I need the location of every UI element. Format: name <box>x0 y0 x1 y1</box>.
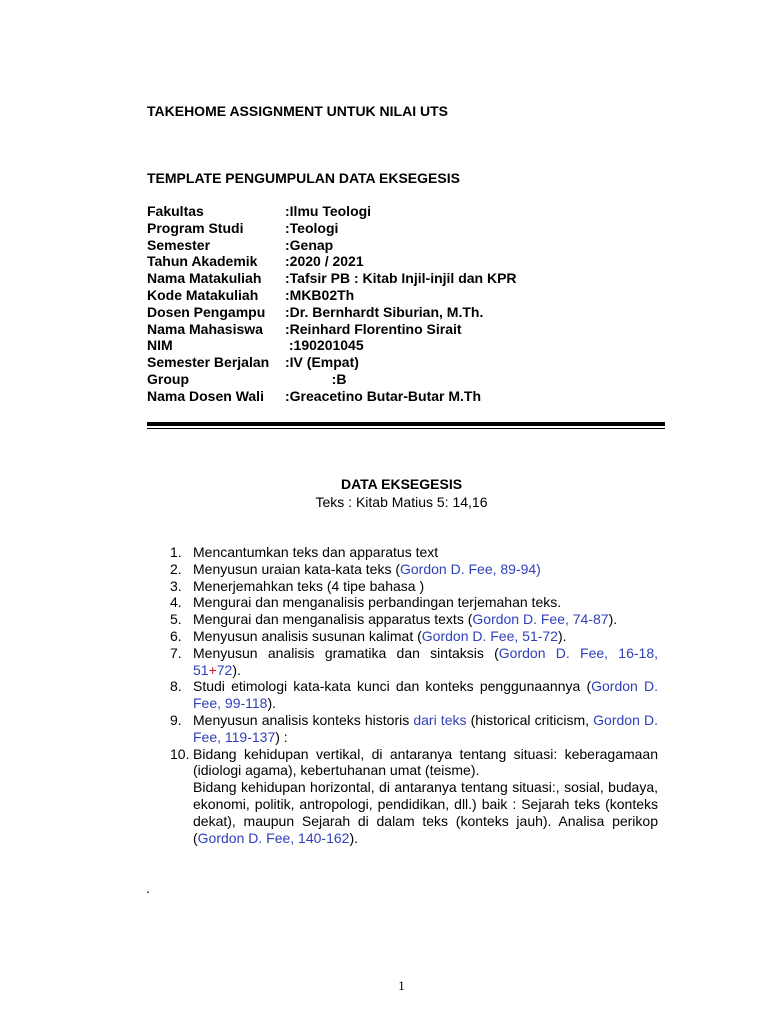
assignment-title: TAKEHOME ASSIGNMENT UNTUK NILAI UTS <box>147 103 448 119</box>
info-table <box>147 203 517 405</box>
info-row <box>147 253 517 270</box>
info-row <box>147 354 517 371</box>
info-label: Fakultas <box>147 203 204 219</box>
info-value: :2020 / 2021 <box>285 253 364 270</box>
list-item <box>170 544 658 561</box>
item-text: Bidang kehidupan vertikal, di antaranya tentang situasi: keberagamaan (idiologi agama), kebertuhanan umat (teisme). Bidang kehidupan horizontal, di antaranya tentang situasi:, sosial, budaya, ekonomi, politik, antropologi, pendidikan, dll.) baik : Sejarah teks (konteks dekat), maupun Sejarah di dalam teks (konteks jauh). Analisa perikop (Gordon D. Fee, 140-162). <box>193 745 658 846</box>
list-item <box>170 678 658 712</box>
info-label: Program Studi <box>147 219 244 236</box>
info-value: :190201045 <box>285 337 364 354</box>
citation-link: Gordon D. Fee, 74-87 <box>472 611 609 628</box>
info-value: :Ilmu Teologi <box>285 203 372 219</box>
info-row <box>147 203 517 220</box>
list-item <box>170 611 658 628</box>
info-row <box>147 220 517 237</box>
citation-link: Gordon D. Fee, 99-118 <box>193 678 658 712</box>
item-text: Mengurai dan menganalisis apparatus texts (Gordon D. Fee, 74-87). <box>193 611 618 628</box>
item-text: Studi etimologi kata-kata kunci dan konteks penggunaannya (Gordon D. Fee, 99-118). <box>193 678 658 712</box>
info-value: :Dr. Bernhardt Siburian, M.Th. <box>285 303 484 320</box>
info-label: Group <box>147 370 189 387</box>
citation-link: Gordon D. Fee, 119-137 <box>193 711 658 745</box>
info-label: Nama Mahasiswa <box>147 320 263 337</box>
info-label: Kode Matakuliah <box>147 286 259 303</box>
info-value: :IV (Empat) <box>285 354 359 371</box>
info-label: Nama Matakuliah <box>147 270 262 287</box>
info-value: :Genap <box>285 236 334 253</box>
item-number: 9. <box>170 711 182 728</box>
list-item <box>170 628 658 645</box>
section-text-ref: Teks : Kitab Matius 5: 14,16 <box>315 494 488 510</box>
info-row <box>147 337 517 354</box>
task-list <box>170 544 658 846</box>
item-number: 10. <box>170 745 190 762</box>
info-label: Nama Dosen Wali <box>147 387 264 404</box>
item-number: 4. <box>170 594 182 611</box>
info-row <box>147 304 517 321</box>
info-row <box>147 287 517 304</box>
page-number: 1 <box>398 978 405 993</box>
info-value: :Greacetino Butar-Butar M.Th <box>285 387 482 404</box>
item-text: Menyusun analisis susunan kalimat (Gordon D. Fee, 51-72). <box>193 627 567 644</box>
item-number: 8. <box>170 678 182 695</box>
item-number: 6. <box>170 627 182 644</box>
list-item <box>170 712 658 746</box>
list-item <box>170 578 658 595</box>
item-number: 1. <box>170 544 182 560</box>
item-number: 7. <box>170 644 182 661</box>
item-number: 5. <box>170 611 182 628</box>
item-text: Menyusun uraian kata-kata teks (Gordon D. Fee, 89-94) <box>193 560 541 577</box>
info-value: :Teologi <box>285 219 339 236</box>
info-label: Tahun Akademik <box>147 253 258 270</box>
divider-thick <box>147 422 665 426</box>
template-title: TEMPLATE PENGUMPULAN DATA EKSEGESIS <box>147 170 460 186</box>
list-item <box>170 594 658 611</box>
citation-link: Gordon D. Fee, 51-72 <box>421 627 558 644</box>
list-item <box>170 561 658 578</box>
info-label: Semester <box>147 236 211 253</box>
section-title: DATA EKSEGESIS <box>340 476 463 492</box>
citation-link: Gordon D. Fee, 140-162 <box>197 829 350 846</box>
info-label: Dosen Pengampu <box>147 303 266 320</box>
item-number: 3. <box>170 577 182 594</box>
item-text: Mengurai dan menganalisis perbandingan terjemahan teks. <box>193 594 562 611</box>
item-text: Menerjemahkan teks (4 tipe bahasa ) <box>193 577 425 594</box>
divider-thin <box>147 428 665 429</box>
info-value: :Tafsir PB : Kitab Injil-injil dan KPR <box>285 270 517 287</box>
info-value: :B <box>285 370 347 387</box>
item-text: Menyusun analisis gramatika dan sintaksis (Gordon D. Fee, 16-18, 51+72). <box>193 644 659 678</box>
citation-link: Gordon D. Fee, 16-18, 51 <box>193 644 659 678</box>
info-value: :MKB02Th <box>285 286 355 303</box>
item-text: Menyusun analisis konteks historis dari teks (historical criticism, Gordon D. Fee, 119-137) : <box>193 711 658 745</box>
stray-dot: . <box>146 880 150 896</box>
info-row <box>147 371 517 388</box>
info-row <box>147 321 517 338</box>
info-label: Semester Berjalan <box>147 354 270 371</box>
list-item <box>170 645 658 679</box>
list-item <box>170 746 658 847</box>
info-row <box>147 270 517 287</box>
item-text: Mencantumkan teks dan apparatus text <box>193 544 439 560</box>
info-label: NIM <box>147 337 173 354</box>
info-row <box>147 388 517 405</box>
item-number: 2. <box>170 560 182 577</box>
citation-link: Gordon D. Fee, 89-94) <box>400 560 541 577</box>
info-row <box>147 237 517 254</box>
info-value: :Reinhard Florentino Sirait <box>285 320 462 337</box>
